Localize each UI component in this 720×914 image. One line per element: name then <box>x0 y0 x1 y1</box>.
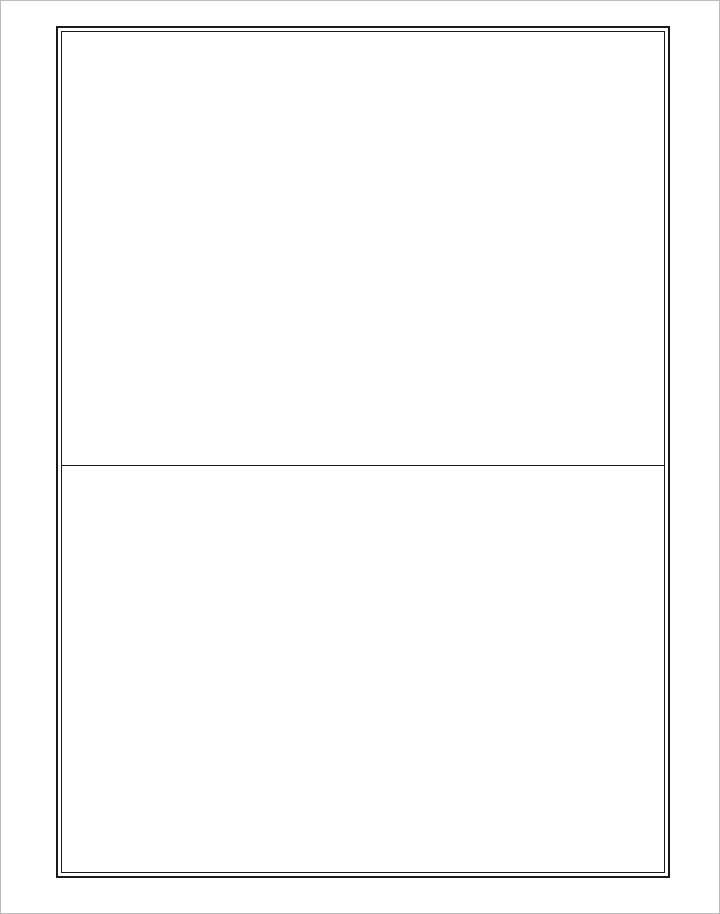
bottom-entries-block <box>72 476 656 868</box>
section-divider <box>61 465 665 466</box>
top-text-block <box>72 40 656 455</box>
